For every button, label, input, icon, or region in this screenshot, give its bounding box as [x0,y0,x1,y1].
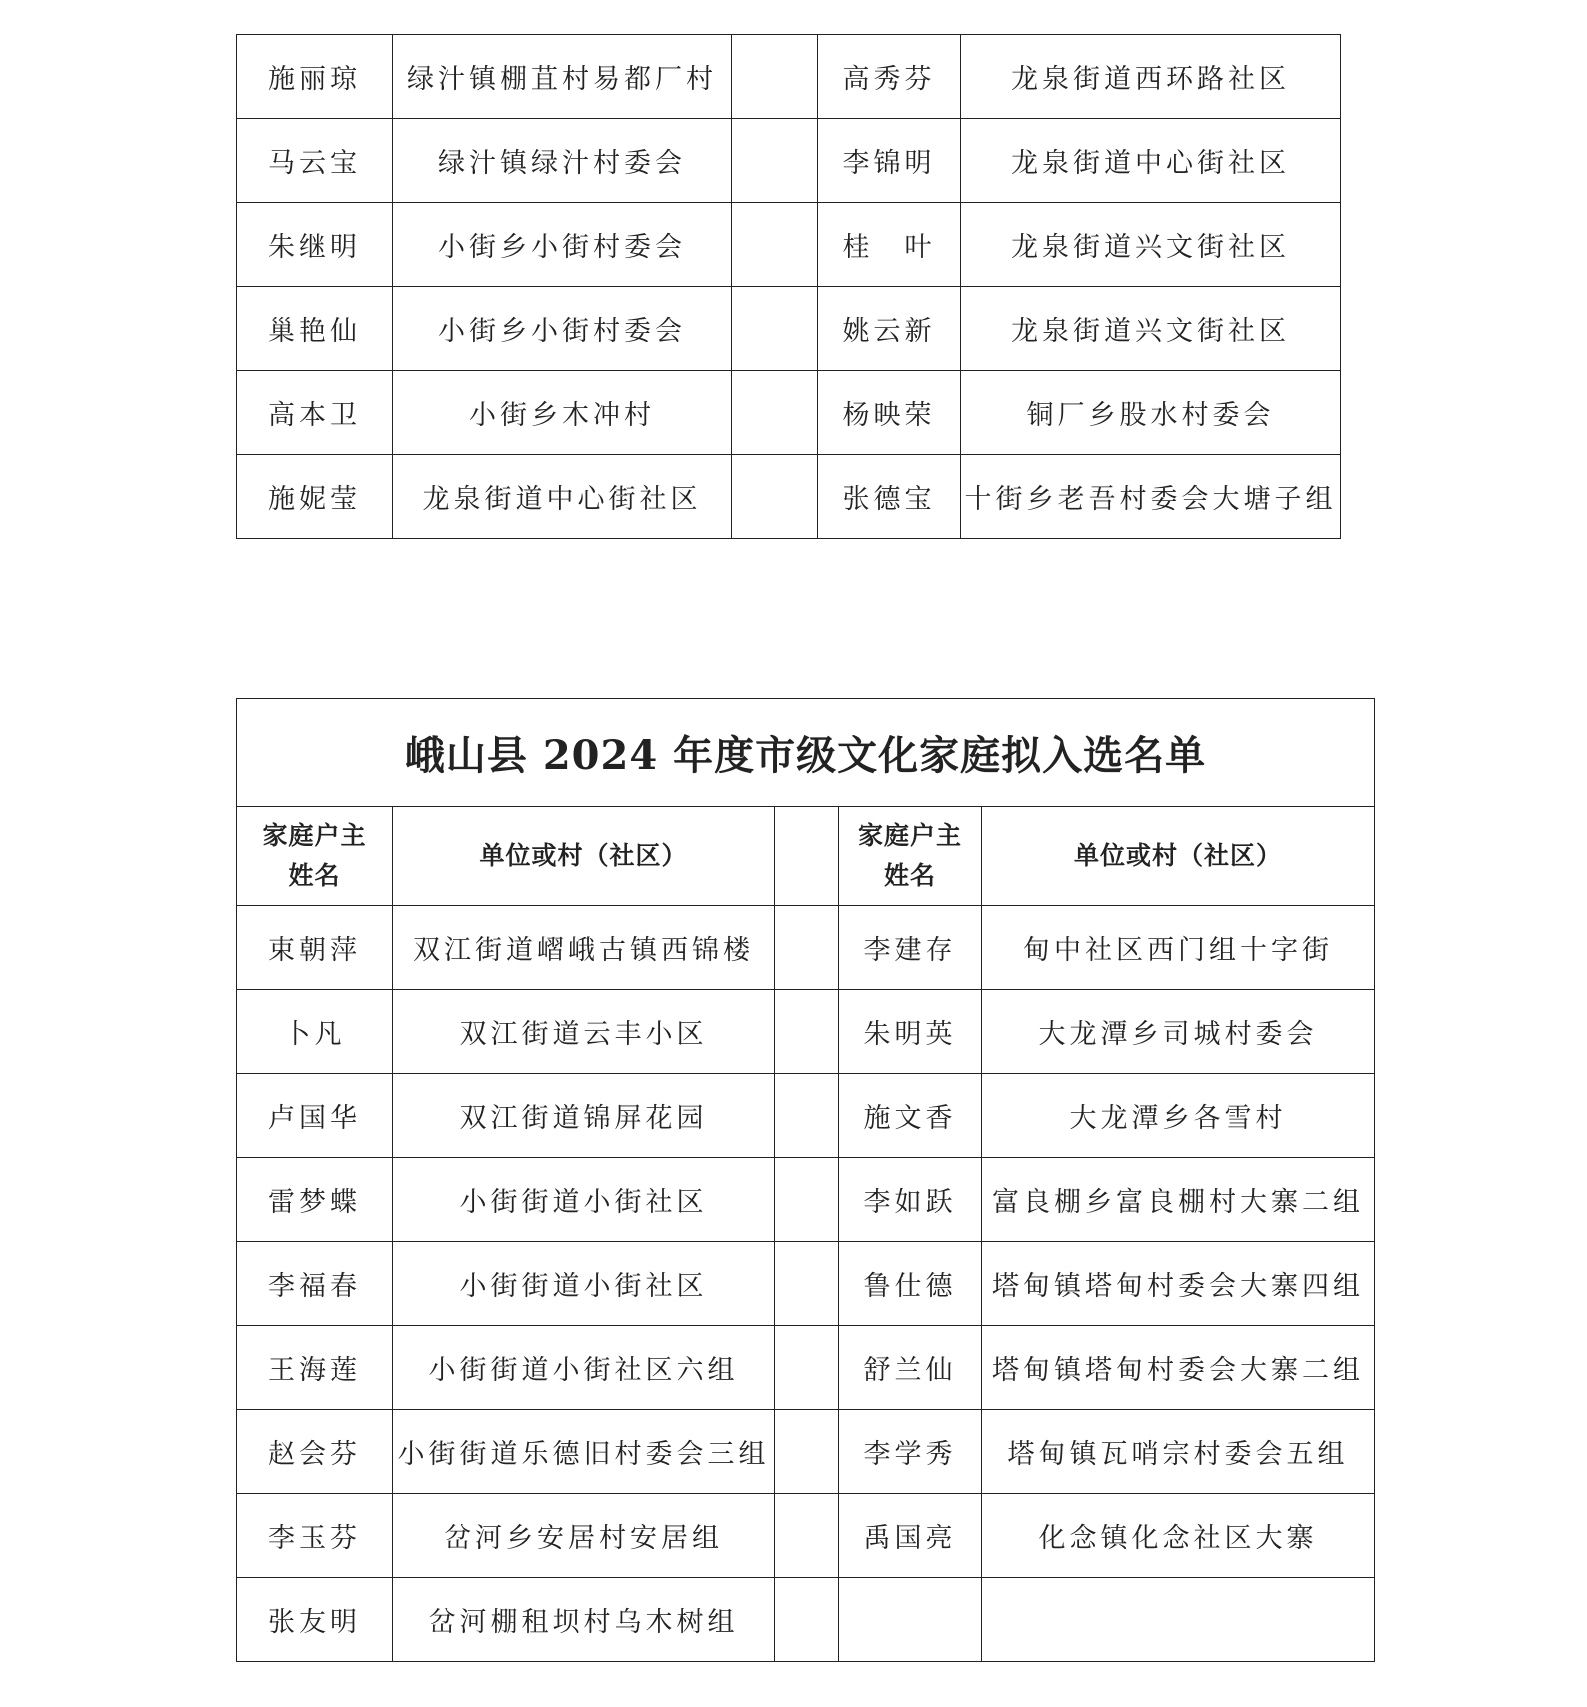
spacer-cell [732,455,818,539]
header-name-line1: 家庭户主 [857,821,962,850]
table-row [237,906,1375,990]
cultural-family-list-body [237,699,1375,1662]
unit-left-cell: 小街乡小街村委会 [393,287,732,371]
unit-left-cell: 双江街道云丰小区 [393,990,775,1074]
table-row [237,371,1341,455]
header-unit-left: 单位或村（社区） [393,807,775,906]
unit-right-cell: 龙泉街道中心街社区 [961,119,1341,203]
unit-left-cell: 绿汁镇棚苴村易都厂村 [393,35,732,119]
spacer-cell [732,287,818,371]
spacer-cell [775,1074,839,1158]
unit-left-cell: 小街街道小街社区 [393,1158,775,1242]
table-row [237,1074,1375,1158]
header-name-line2: 姓名 [883,861,936,890]
header-unit-right: 单位或村（社区） [982,807,1375,906]
name-left-cell: 朱继明 [237,203,393,287]
name-right-cell: 施文香 [839,1074,982,1158]
unit-left-cell: 小街街道乐德旧村委会三组 [393,1410,775,1494]
name-right-cell: 禹国亮 [839,1494,982,1578]
name-right-cell: 杨映荣 [818,371,961,455]
table-row [237,1410,1375,1494]
unit-right-cell: 塔甸镇塔甸村委会大寨四组 [982,1242,1375,1326]
unit-left-cell: 小街街道小街社区六组 [393,1326,775,1410]
unit-left-cell: 小街乡小街村委会 [393,203,732,287]
name-right-cell: 李如跃 [839,1158,982,1242]
spacer-cell [732,203,818,287]
unit-left-cell: 绿汁镇绿汁村委会 [393,119,732,203]
spacer-cell [775,906,839,990]
title-row [237,699,1375,807]
name-right-cell: 李锦明 [818,119,961,203]
cultural-family-list-table [236,698,1375,1662]
unit-left-cell: 双江街道嶍峨古镇西锦楼 [393,906,775,990]
table-row [237,1158,1375,1242]
unit-left-cell: 双江街道锦屏花园 [393,1074,775,1158]
name-left-cell: 施妮莹 [237,455,393,539]
header-name-line1: 家庭户主 [262,821,367,850]
list-title: 峨山县 2024 年度市级文化家庭拟入选名单 [237,699,1375,807]
name-left-cell: 雷梦蝶 [237,1158,393,1242]
unit-right-cell [982,1578,1375,1662]
table-row [237,990,1375,1074]
unit-right-cell: 塔甸镇塔甸村委会大寨二组 [982,1326,1375,1410]
name-left-cell: 李福春 [237,1242,393,1326]
table-row [237,203,1341,287]
unit-right-cell: 龙泉街道兴文街社区 [961,203,1341,287]
header-name-right [839,807,982,906]
spacer-cell [775,1578,839,1662]
table-row [237,1494,1375,1578]
unit-right-cell: 大龙潭乡各雪村 [982,1074,1375,1158]
name-right-cell: 桂 叶 [818,203,961,287]
unit-left-cell: 岔河乡安居村安居组 [393,1494,775,1578]
unit-right-cell: 龙泉街道西环路社区 [961,35,1341,119]
spacer-cell [775,1494,839,1578]
name-right-cell: 高秀芬 [818,35,961,119]
name-right-cell: 舒兰仙 [839,1326,982,1410]
continued-list-body [237,35,1341,539]
name-right-cell [839,1578,982,1662]
table-row [237,455,1341,539]
unit-left-cell: 小街乡木冲村 [393,371,732,455]
spacer-cell [775,1242,839,1326]
name-left-cell: 卜凡 [237,990,393,1074]
unit-right-cell: 大龙潭乡司城村委会 [982,990,1375,1074]
header-name-left [237,807,393,906]
name-left-cell: 巢艳仙 [237,287,393,371]
table-row [237,287,1341,371]
unit-right-cell: 塔甸镇瓦哨宗村委会五组 [982,1410,1375,1494]
name-left-cell: 卢国华 [237,1074,393,1158]
name-right-cell: 张德宝 [818,455,961,539]
name-left-cell: 赵会芬 [237,1410,393,1494]
name-right-cell: 姚云新 [818,287,961,371]
spacer-cell [775,1410,839,1494]
name-right-cell: 朱明英 [839,990,982,1074]
spacer-cell [775,990,839,1074]
spacer-cell [732,119,818,203]
unit-right-cell: 十街乡老吾村委会大塘子组 [961,455,1341,539]
name-right-cell: 李建存 [839,906,982,990]
spacer-cell [775,807,839,906]
unit-left-cell: 岔河棚租坝村乌木树组 [393,1578,775,1662]
unit-right-cell: 化念镇化念社区大寨 [982,1494,1375,1578]
header-name-line2: 姓名 [288,861,341,890]
name-left-cell: 马云宝 [237,119,393,203]
table-row [237,1326,1375,1410]
name-left-cell: 张友明 [237,1578,393,1662]
table-row [237,1578,1375,1662]
unit-right-cell: 甸中社区西门组十字街 [982,906,1375,990]
spacer-cell [775,1158,839,1242]
table-row [237,119,1341,203]
continued-list-table [236,34,1341,539]
unit-left-cell: 小街街道小街社区 [393,1242,775,1326]
unit-right-cell: 铜厂乡股水村委会 [961,371,1341,455]
name-left-cell: 束朝萍 [237,906,393,990]
name-right-cell: 鲁仕德 [839,1242,982,1326]
name-left-cell: 高本卫 [237,371,393,455]
unit-right-cell: 龙泉街道兴文街社区 [961,287,1341,371]
spacer-cell [732,35,818,119]
header-row [237,807,1375,906]
name-left-cell: 李玉芬 [237,1494,393,1578]
name-right-cell: 李学秀 [839,1410,982,1494]
spacer-cell [732,371,818,455]
table-row [237,35,1341,119]
unit-left-cell: 龙泉街道中心街社区 [393,455,732,539]
spacer-cell [775,1326,839,1410]
table-row [237,1242,1375,1326]
unit-right-cell: 富良棚乡富良棚村大寨二组 [982,1158,1375,1242]
name-left-cell: 王海莲 [237,1326,393,1410]
name-left-cell: 施丽琼 [237,35,393,119]
